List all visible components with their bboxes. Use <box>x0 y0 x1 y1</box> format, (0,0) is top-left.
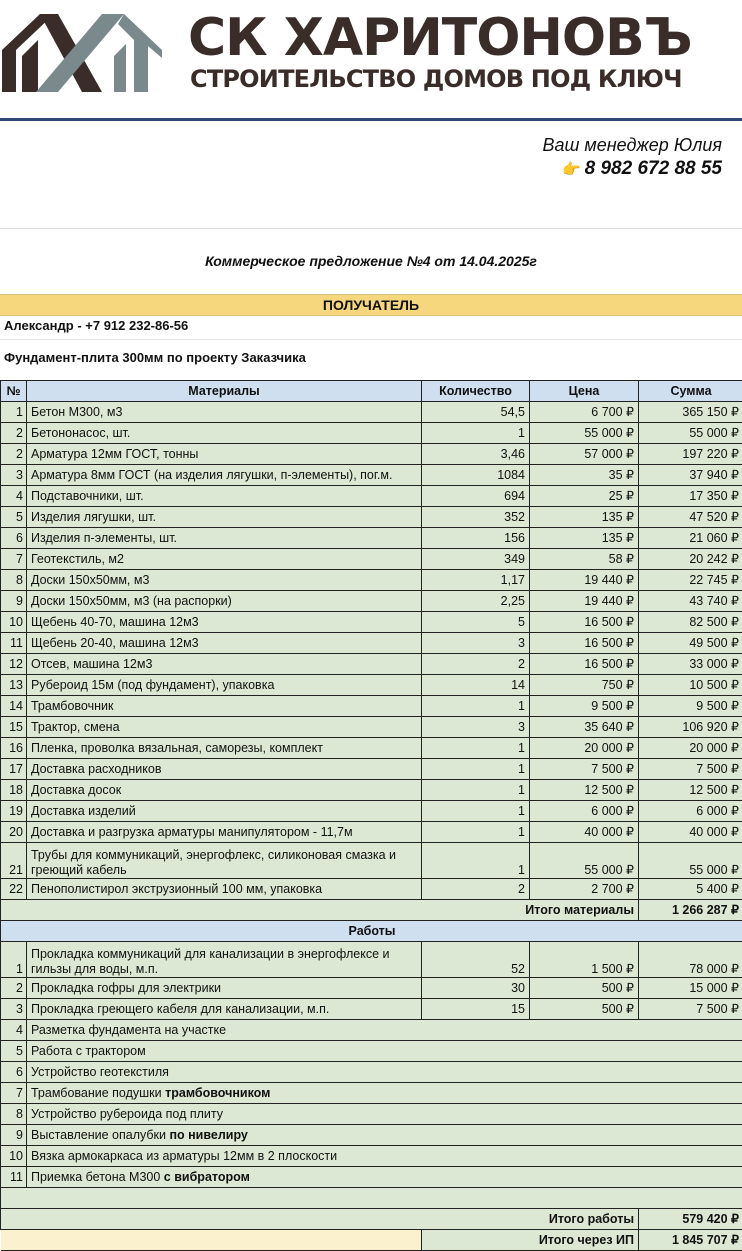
item-sum: 47 520 ₽ <box>639 507 742 528</box>
item-name: Отсев, машина 12м3 <box>27 654 422 675</box>
item-sum: 33 000 ₽ <box>639 654 742 675</box>
item-name: Арматура 8мм ГОСТ (на изделия лягушки, п-элементы), пог.м. <box>27 465 422 486</box>
materials-total-value: 1 266 287 ₽ <box>639 900 742 921</box>
empty-row <box>1 1188 742 1209</box>
work-name-text: Приемка бетона М300 <box>31 1170 164 1184</box>
work-row <box>1 978 742 999</box>
brand-title: СК ХАРИТОНОВЪ <box>188 8 692 68</box>
material-row <box>1 444 742 465</box>
row-number: 5 <box>1 507 27 528</box>
item-name: Геотекстиль, м2 <box>27 549 422 570</box>
item-sum: 10 500 ₽ <box>639 675 742 696</box>
item-sum: 43 740 ₽ <box>639 591 742 612</box>
work-row <box>1 1083 742 1104</box>
works-body <box>1 942 742 1020</box>
material-row <box>1 759 742 780</box>
item-sum: 55 000 ₽ <box>639 423 742 444</box>
row-number: 10 <box>1 1146 27 1167</box>
pointing-hand-icon: 👉 <box>562 158 581 181</box>
row-number: 20 <box>1 822 27 843</box>
work-row <box>1 1146 742 1167</box>
item-sum: 5 400 ₽ <box>639 879 742 900</box>
material-row <box>1 696 742 717</box>
item-name: Доски 150х50мм, м3 <box>27 570 422 591</box>
work-row <box>1 1167 742 1188</box>
item-sum: 20 242 ₽ <box>639 549 742 570</box>
offer-title: Коммерческое предложение №4 от 14.04.2025г <box>0 253 742 269</box>
item-price: 20 000 ₽ <box>530 738 639 759</box>
row-number: 7 <box>1 1083 27 1104</box>
item-price: 35 ₽ <box>530 465 639 486</box>
grand-total-label: Итого через ИП <box>422 1230 639 1251</box>
work-row <box>1 1104 742 1125</box>
item-price: 16 500 ₽ <box>530 633 639 654</box>
row-number: 12 <box>1 654 27 675</box>
item-sum: 6 000 ₽ <box>639 801 742 822</box>
item-name: Рубероид 15м (под фундамент), упаковка <box>27 675 422 696</box>
material-row <box>1 528 742 549</box>
work-name <box>27 1083 742 1104</box>
col-sum: Сумма <box>639 381 742 402</box>
works-total-label: Итого работы <box>1 1209 639 1230</box>
work-row <box>1 1020 742 1041</box>
item-price: 7 500 ₽ <box>530 759 639 780</box>
item-quantity: 54,5 <box>422 402 530 423</box>
item-price: 500 ₽ <box>530 999 639 1020</box>
estimate-table <box>0 380 742 1251</box>
material-row <box>1 738 742 759</box>
row-number: 19 <box>1 801 27 822</box>
item-quantity: 1 <box>422 780 530 801</box>
material-row <box>1 423 742 444</box>
divider <box>0 228 742 229</box>
material-row <box>1 570 742 591</box>
item-sum: 7 500 ₽ <box>639 999 742 1020</box>
item-sum: 55 000 ₽ <box>639 843 742 879</box>
row-number: 7 <box>1 549 27 570</box>
client-info: Александр - +7 912 232-86-56 <box>4 318 188 333</box>
work-name-emphasis: трамбовочником <box>165 1086 270 1100</box>
item-quantity: 694 <box>422 486 530 507</box>
item-quantity: 1 <box>422 696 530 717</box>
item-price: 9 500 ₽ <box>530 696 639 717</box>
material-row <box>1 465 742 486</box>
work-name <box>27 1062 742 1083</box>
item-name: Доставка изделий <box>27 801 422 822</box>
row-number: 1 <box>1 942 27 978</box>
material-row <box>1 654 742 675</box>
item-name: Доставка расходников <box>27 759 422 780</box>
header-divider <box>0 118 742 121</box>
item-name: Подставочники, шт. <box>27 486 422 507</box>
item-quantity: 1,17 <box>422 570 530 591</box>
item-price: 16 500 ₽ <box>530 654 639 675</box>
item-name: Пенополистирол экструзионный 100 мм, упаковка <box>27 879 422 900</box>
col-price: Цена <box>530 381 639 402</box>
item-quantity: 2,25 <box>422 591 530 612</box>
row-number: 6 <box>1 1062 27 1083</box>
row-number: 18 <box>1 780 27 801</box>
material-row <box>1 780 742 801</box>
work-name <box>27 1020 742 1041</box>
works-simple-body <box>1 1020 742 1188</box>
work-name-text: Устройство рубероида под плиту <box>31 1107 223 1121</box>
item-sum: 15 000 ₽ <box>639 978 742 999</box>
material-row <box>1 402 742 423</box>
item-quantity: 1 <box>422 822 530 843</box>
work-name-text: Устройство геотекстиля <box>31 1065 169 1079</box>
item-sum: 40 000 ₽ <box>639 822 742 843</box>
item-sum: 9 500 ₽ <box>639 696 742 717</box>
materials-body <box>1 402 742 900</box>
item-name: Трактор, смена <box>27 717 422 738</box>
work-row <box>1 1041 742 1062</box>
item-price: 16 500 ₽ <box>530 612 639 633</box>
item-price: 12 500 ₽ <box>530 780 639 801</box>
item-quantity: 352 <box>422 507 530 528</box>
item-quantity: 349 <box>422 549 530 570</box>
item-price: 135 ₽ <box>530 507 639 528</box>
col-materials: Материалы <box>27 381 422 402</box>
works-header: Работы <box>1 921 742 942</box>
row-number: 21 <box>1 843 27 879</box>
item-name: Бетон М300, м3 <box>27 402 422 423</box>
material-row <box>1 633 742 654</box>
row-number: 5 <box>1 1041 27 1062</box>
company-logo <box>0 0 742 118</box>
row-number: 22 <box>1 879 27 900</box>
works-total-value: 579 420 ₽ <box>639 1209 742 1230</box>
item-name: Прокладка гофры для электрики <box>27 978 422 999</box>
item-sum: 17 350 ₽ <box>639 486 742 507</box>
row-number: 8 <box>1 570 27 591</box>
materials-total-label: Итого материалы <box>1 900 639 921</box>
work-name-text: Разметка фундамента на участке <box>31 1023 226 1037</box>
item-price: 55 000 ₽ <box>530 423 639 444</box>
item-name: Изделия п-элементы, шт. <box>27 528 422 549</box>
work-name <box>27 1167 742 1188</box>
manager-contact <box>542 134 722 181</box>
item-name: Пленка, проволка вязальная, саморезы, комплект <box>27 738 422 759</box>
item-price: 2 700 ₽ <box>530 879 639 900</box>
item-quantity: 3 <box>422 717 530 738</box>
material-row <box>1 822 742 843</box>
work-row <box>1 1062 742 1083</box>
item-quantity: 1 <box>422 843 530 879</box>
work-name-text: Вязка армокаркаса из арматуры 12мм в 2 плоскости <box>31 1149 337 1163</box>
item-name: Арматура 12мм ГОСТ, тонны <box>27 444 422 465</box>
item-price: 19 440 ₽ <box>530 570 639 591</box>
material-row <box>1 486 742 507</box>
item-quantity: 156 <box>422 528 530 549</box>
item-price: 6 000 ₽ <box>530 801 639 822</box>
item-quantity: 1084 <box>422 465 530 486</box>
row-number: 11 <box>1 1167 27 1188</box>
row-number: 4 <box>1 1020 27 1041</box>
item-sum: 365 150 ₽ <box>639 402 742 423</box>
item-sum: 12 500 ₽ <box>639 780 742 801</box>
item-quantity: 3,46 <box>422 444 530 465</box>
item-sum: 197 220 ₽ <box>639 444 742 465</box>
item-price: 58 ₽ <box>530 549 639 570</box>
item-price: 19 440 ₽ <box>530 591 639 612</box>
item-name: Доставка и разгрузка арматуры манипулятором - 11,7м <box>27 822 422 843</box>
item-price: 500 ₽ <box>530 978 639 999</box>
item-name: Щебень 40-70, машина 12м3 <box>27 612 422 633</box>
divider <box>0 339 742 340</box>
grand-total-row <box>1 1230 742 1251</box>
manager-phone[interactable]: 8 982 672 88 55 <box>585 158 722 179</box>
material-row <box>1 843 742 879</box>
work-name <box>27 1041 742 1062</box>
row-number: 16 <box>1 738 27 759</box>
material-row <box>1 507 742 528</box>
item-quantity: 2 <box>422 654 530 675</box>
project-title: Фундамент-плита 300мм по проекту Заказчика <box>4 350 306 365</box>
material-row <box>1 717 742 738</box>
work-name-emphasis: по нивелиру <box>169 1128 247 1142</box>
row-number: 15 <box>1 717 27 738</box>
item-sum: 82 500 ₽ <box>639 612 742 633</box>
works-section-row <box>1 921 742 942</box>
manager-label: Ваш менеджер Юлия <box>542 134 722 157</box>
item-price: 750 ₽ <box>530 675 639 696</box>
item-price: 1 500 ₽ <box>530 942 639 978</box>
item-name: Доставка досок <box>27 780 422 801</box>
house-logo-icon <box>2 10 162 92</box>
row-number: 4 <box>1 486 27 507</box>
table-header-row <box>1 381 742 402</box>
item-quantity: 1 <box>422 801 530 822</box>
row-number: 2 <box>1 444 27 465</box>
material-row <box>1 879 742 900</box>
work-name-text: Трамбование подушки <box>31 1086 165 1100</box>
item-quantity: 3 <box>422 633 530 654</box>
row-number: 2 <box>1 978 27 999</box>
works-total-row <box>1 1209 742 1230</box>
col-no: № <box>1 381 27 402</box>
material-row <box>1 675 742 696</box>
grand-total-value: 1 845 707 ₽ <box>639 1230 742 1251</box>
row-number: 9 <box>1 591 27 612</box>
item-quantity: 1 <box>422 423 530 444</box>
item-price: 135 ₽ <box>530 528 639 549</box>
row-number: 3 <box>1 999 27 1020</box>
item-quantity: 1 <box>422 759 530 780</box>
work-name-emphasis: с вибратором <box>164 1170 250 1184</box>
row-number: 8 <box>1 1104 27 1125</box>
item-name: Щебень 20-40, машина 12м3 <box>27 633 422 654</box>
item-quantity: 14 <box>422 675 530 696</box>
item-name: Прокладка греющего кабеля для канализации, м.п. <box>27 999 422 1020</box>
row-number: 10 <box>1 612 27 633</box>
row-number: 14 <box>1 696 27 717</box>
work-name <box>27 1146 742 1167</box>
item-price: 55 000 ₽ <box>530 843 639 879</box>
item-name: Изделия лягушки, шт. <box>27 507 422 528</box>
row-number: 13 <box>1 675 27 696</box>
item-quantity: 1 <box>422 738 530 759</box>
item-quantity: 2 <box>422 879 530 900</box>
item-quantity: 52 <box>422 942 530 978</box>
row-number: 3 <box>1 465 27 486</box>
material-row <box>1 612 742 633</box>
work-name-text: Работа с трактором <box>31 1044 146 1058</box>
item-sum: 7 500 ₽ <box>639 759 742 780</box>
col-quantity: Количество <box>422 381 530 402</box>
work-row <box>1 1125 742 1146</box>
work-name <box>27 1104 742 1125</box>
item-name: Бетононасос, шт. <box>27 423 422 444</box>
item-sum: 22 745 ₽ <box>639 570 742 591</box>
item-sum: 37 940 ₽ <box>639 465 742 486</box>
row-number: 1 <box>1 402 27 423</box>
item-sum: 106 920 ₽ <box>639 717 742 738</box>
row-number: 9 <box>1 1125 27 1146</box>
item-sum: 20 000 ₽ <box>639 738 742 759</box>
item-sum: 49 500 ₽ <box>639 633 742 654</box>
row-number: 6 <box>1 528 27 549</box>
material-row <box>1 549 742 570</box>
item-name: Доски 150х50мм, м3 (на распорки) <box>27 591 422 612</box>
item-quantity: 5 <box>422 612 530 633</box>
item-sum: 21 060 ₽ <box>639 528 742 549</box>
work-name-text: Выставление опалубки <box>31 1128 169 1142</box>
item-quantity: 15 <box>422 999 530 1020</box>
item-price: 25 ₽ <box>530 486 639 507</box>
item-sum: 78 000 ₽ <box>639 942 742 978</box>
item-price: 35 640 ₽ <box>530 717 639 738</box>
work-name <box>27 1125 742 1146</box>
item-name: Прокладка коммуникаций для канализации в энергофлексе и гильзы для воды, м.п. <box>27 942 422 978</box>
row-number: 11 <box>1 633 27 654</box>
item-price: 40 000 ₽ <box>530 822 639 843</box>
material-row <box>1 591 742 612</box>
row-number: 17 <box>1 759 27 780</box>
materials-total-row <box>1 900 742 921</box>
material-row <box>1 801 742 822</box>
recipient-header: ПОЛУЧАТЕЛЬ <box>0 294 742 316</box>
work-row <box>1 942 742 978</box>
item-quantity: 30 <box>422 978 530 999</box>
item-name: Трубы для коммуникаций, энергофлекс, силиконовая смазка и греющий кабель <box>27 843 422 879</box>
work-row <box>1 999 742 1020</box>
item-price: 57 000 ₽ <box>530 444 639 465</box>
brand-subtitle: СТРОИТЕЛЬСТВО ДОМОВ ПОД КЛЮЧ <box>190 64 682 94</box>
row-number: 2 <box>1 423 27 444</box>
item-price: 6 700 ₽ <box>530 402 639 423</box>
item-name: Трамбовочник <box>27 696 422 717</box>
